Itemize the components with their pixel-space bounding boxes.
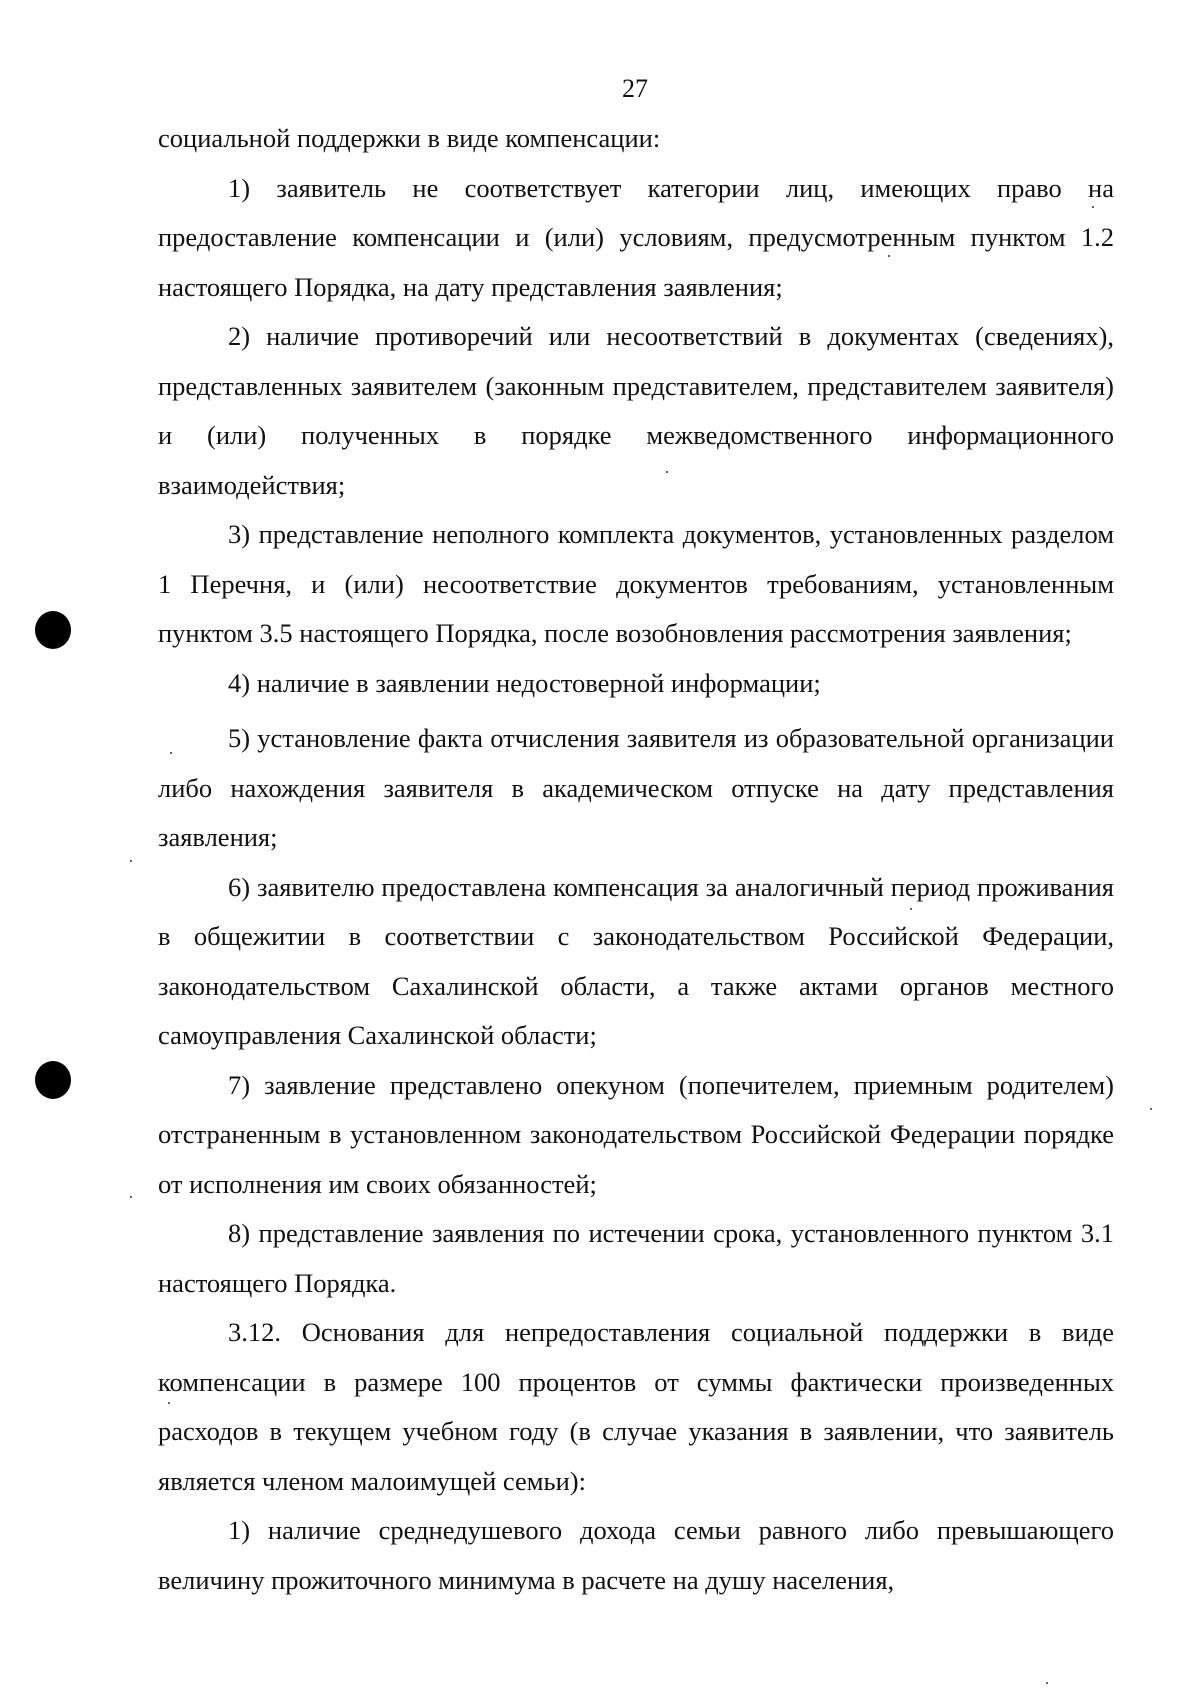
scan-speck	[1046, 1682, 1048, 1684]
section-3-12: 3.12. Основания для непредоставления социальной поддержки в виде компенсации в размере 100 процентов от суммы фактически произведенных расходов в текущем учебном году (в случае указания в заявлении, что заявитель является членом малоимущей семьи):	[158, 1317, 1114, 1496]
scan-speck	[130, 1196, 132, 1198]
scan-speck	[910, 908, 912, 910]
list-item-2: 2) наличие противоречий или несоответствий в документах (сведениях), представленных заявителем (законным представителем, представителем заявителя) и (или) полученных в порядке межведомственного информационного взаимодействия;	[158, 321, 1114, 500]
scan-speck	[1092, 206, 1094, 208]
punch-hole-top	[35, 611, 71, 649]
scan-speck	[170, 752, 172, 754]
punch-hole-bottom	[35, 1061, 71, 1099]
scan-speck	[888, 255, 890, 257]
scan-speck	[168, 1402, 170, 1404]
page-number: 27	[622, 74, 648, 103]
list-item-3: 3) представление неполного комплекта документов, установленных разделом 1 Перечня, и (или) несоответствие документов требованиям, установленным пунктом 3.5 настоящего Порядка, после возобновления рассмотрения заявления;	[158, 519, 1114, 648]
scan-speck	[130, 860, 132, 862]
list-item-7: 7) заявление представлено опекуном (попечителем, приемным родителем) отстраненным в установленном законодательством Российской Федерации порядке от исполнения им своих обязанностей;	[158, 1069, 1114, 1199]
scan-speck	[1150, 1108, 1152, 1110]
document-body	[158, 114, 1114, 1605]
list-item-8: 8) представление заявления по истечении срока, установленного пунктом 3.1 настоящего Порядка.	[158, 1218, 1114, 1298]
scan-speck	[666, 471, 668, 473]
sub-item-1: 1) наличие среднедушевого дохода семьи равного либо превышающего величину прожиточного минимума в расчете на душу населения,	[158, 1515, 1114, 1595]
list-item-4: 4) наличие в заявлении недостоверной информации;	[228, 667, 821, 698]
lead-line: социальной поддержки в виде компенсации:	[158, 123, 661, 153]
list-item-6: 6) заявителю предоставлена компенсация за аналогичный период проживания в общежитии в соответствии с законодательством Российской Федерации, законодательством Сахалинской области, а также актами органов местного самоуправления Сахалинской области;	[158, 871, 1114, 1050]
list-item-5: 5) установление факта отчисления заявителя из образовательной организации либо нахождения заявителя в академическом отпуске на дату представления заявления;	[158, 723, 1114, 852]
list-item-1: 1) заявитель не соответствует категории лиц, имеющих право на предоставление компенсации и (или) условиям, предусмотренным пунктом 1.2 настоящего Порядка, на дату представления заявления;	[158, 172, 1114, 302]
